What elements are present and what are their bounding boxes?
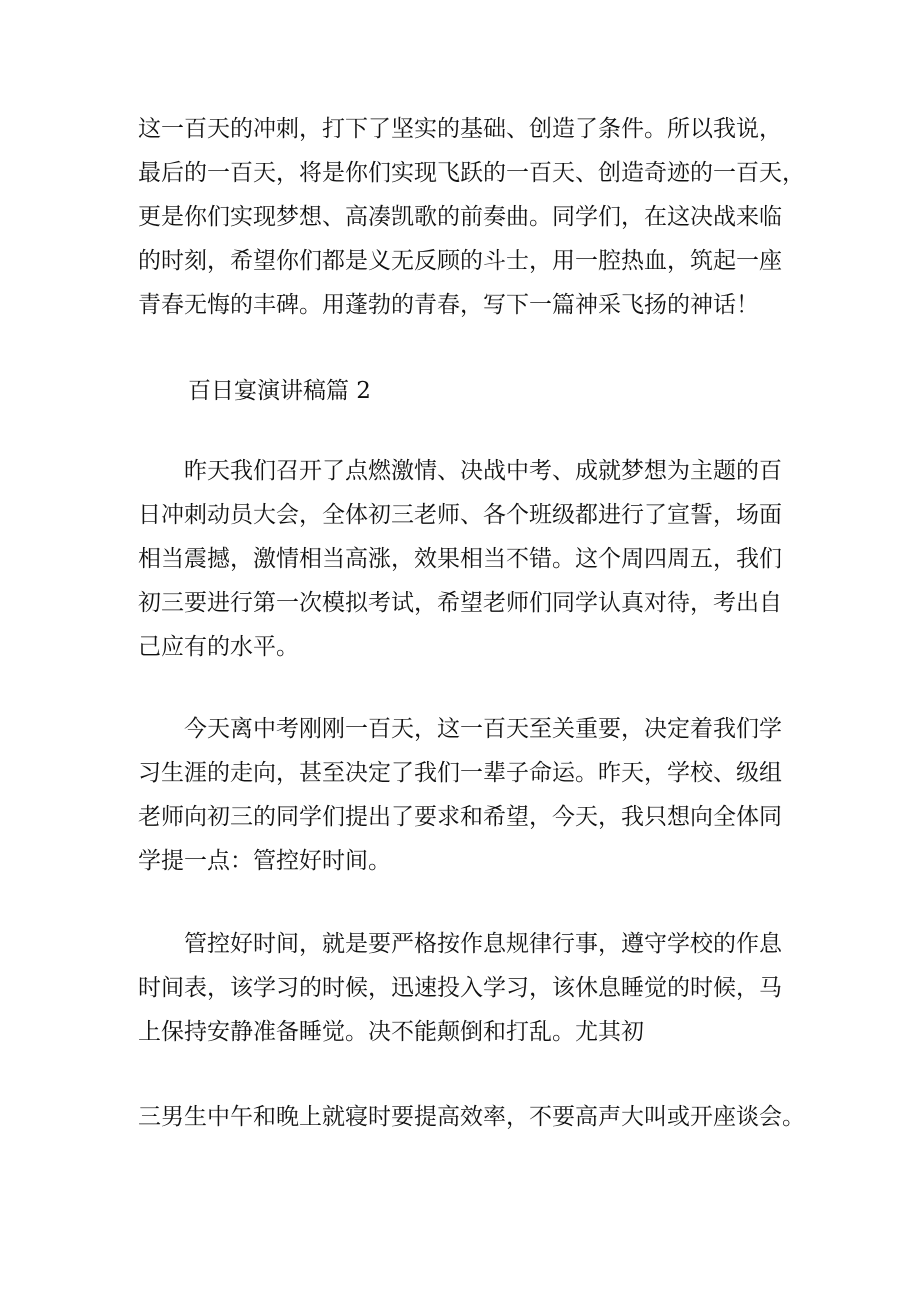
paragraph-line: 昨天我们召开了点燃激情、决战中考、成就梦想为主题的百 — [138, 458, 782, 484]
paragraph-line: 更是你们实现梦想、高凑凯歌的前奏曲。同学们，在这决战来临 — [138, 204, 782, 230]
paragraph-5: 三男生中午和晚上就寝时要提高效率，不要高声大叫或开座谈会。 — [138, 1104, 805, 1130]
paragraph-line: 上保持安静准备睡觉。决不能颠倒和打乱。尤其初 — [138, 1019, 644, 1045]
paragraph-line: 学提一点：管控好时间。 — [138, 848, 391, 874]
paragraph-2 — [138, 449, 798, 669]
paragraph-line: 这一百天的冲刺，打下了坚实的基础、创造了条件。所以我说， — [138, 116, 782, 142]
paragraph-line: 青春无悔的丰碑。用蓬勃的青春，写下一篇神采飞扬的神话！ — [138, 292, 759, 318]
paragraph-3 — [138, 707, 798, 883]
paragraph-line: 老师向初三的同学们提出了要求和希望，今天，我只想向全体同 — [138, 804, 782, 830]
paragraph-4 — [138, 922, 798, 1054]
paragraph-line: 最后的一百天，将是你们实现飞跃的一百天、创造奇迹的一百天， — [138, 160, 805, 186]
paragraph-line: 的时刻，希望你们都是义无反顾的斗士，用一腔热血，筑起一座 — [138, 248, 782, 274]
section-heading: 百日宴演讲稿篇 2 — [188, 378, 371, 404]
paragraph-line: 今天离中考刚刚一百天，这一百天至关重要，决定着我们学 — [138, 716, 782, 742]
paragraph-line: 初三要进行第一次模拟考试，希望老师们同学认真对待，考出自 — [138, 590, 782, 616]
paragraph-line: 己应有的水平。 — [138, 634, 299, 660]
paragraph-line: 相当震撼，激情相当高涨，效果相当不错。这个周四周五，我们 — [138, 546, 782, 572]
paragraph-line: 习生涯的走向，甚至决定了我们一辈子命运。昨天，学校、级组 — [138, 760, 782, 786]
paragraph-1 — [138, 107, 805, 327]
paragraph-line: 日冲刺动员大会，全体初三老师、各个班级都进行了宣誓，场面 — [138, 502, 782, 528]
paragraph-line: 管控好时间，就是要严格按作息规律行事，遵守学校的作息 — [138, 931, 782, 957]
paragraph-line: 时间表，该学习的时候，迅速投入学习，该休息睡觉的时候，马 — [138, 975, 782, 1001]
